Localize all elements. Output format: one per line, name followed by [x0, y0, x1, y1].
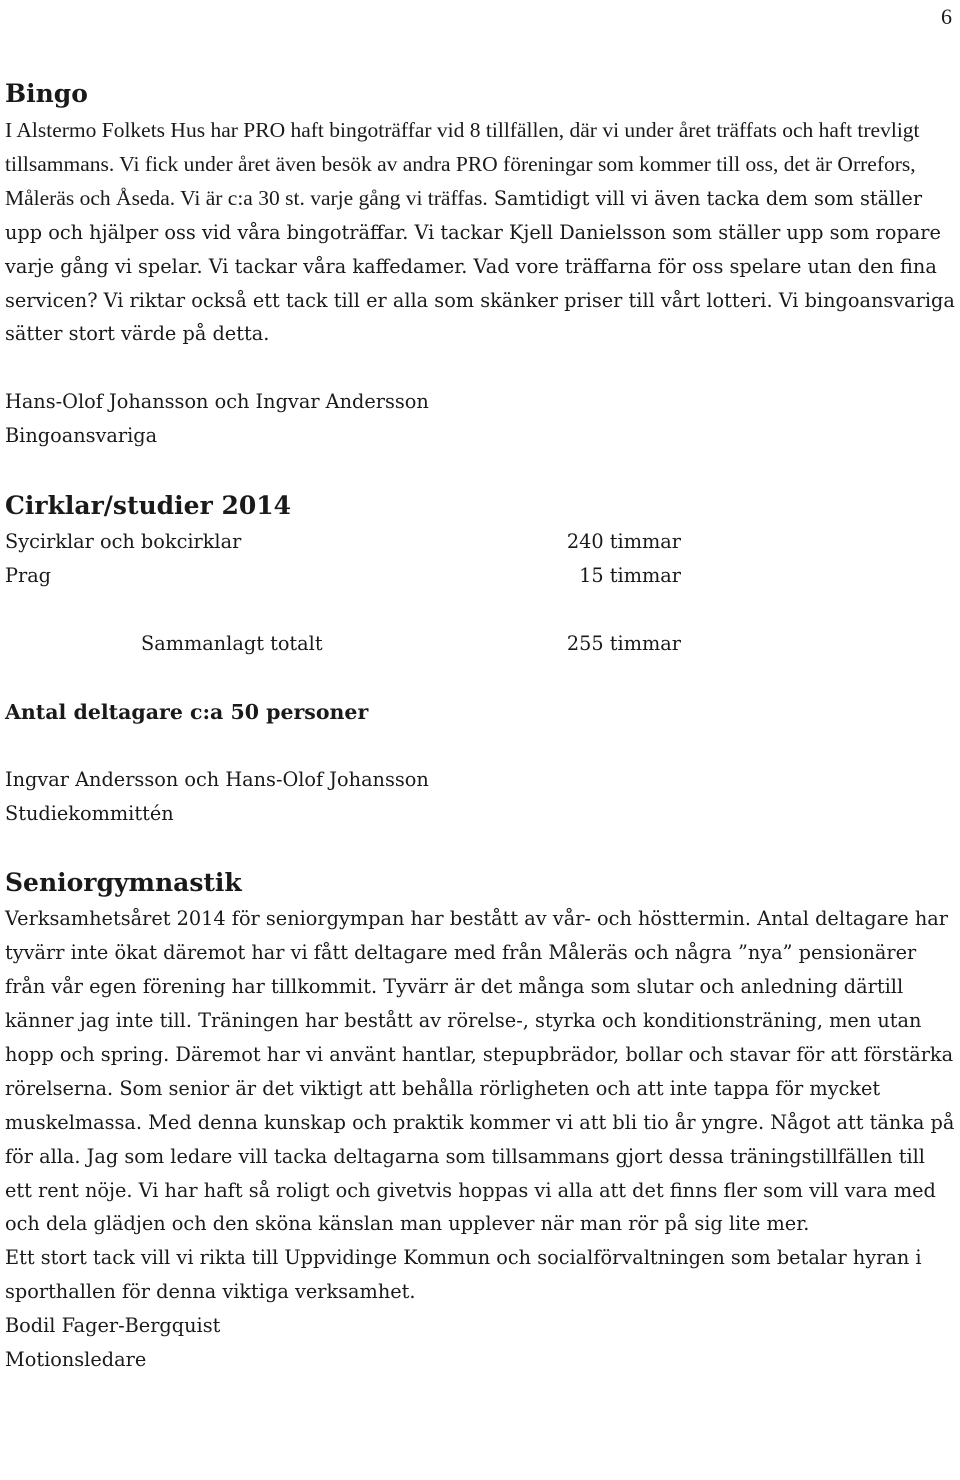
- study-row-label: Prag: [5, 563, 52, 587]
- study-row-label: Sycirklar och bokcirklar: [5, 529, 242, 553]
- seniorgymnastik-signature-role: Motionsledare: [5, 1348, 147, 1372]
- study-row-value: 15 timmar: [579, 563, 681, 587]
- bingo-signature-role: Bingoansvariga: [5, 424, 158, 448]
- page-number: 6: [941, 4, 952, 29]
- seniorgymnastik-paragraph: Verksamhetsåret 2014 för seniorgympan har bestått av vår- och hösttermin. Antal deltagare har tyvärr inte ökat däremot har vi fått deltagare med från Måleräs och några ”nya” pensionärer från vår egen förening har tillkommit. Tyvärr är det många som slutar och anledning därtill känner jag inte till. Träningen har bestått av rörelse-, styrka och konditionsträning, men utan hopp och spring. Däremot har vi använt hantlar, stepupbrädor, bollar och stavar för att förstärka rörelserna. Som senior är det viktigt att behålla rörligheten och att inte tappa för mycket muskelmassa. Med denna kunskap och praktik kommer vi att bli tio år yngre. Något att tänka på för alla. Jag som ledare vill tacka deltagarna som tillsammans gjort dessa träningstillfällen till ett rent nöje. Vi har haft så roligt och givetvis hoppas vi alla att det finns fler som vill vara med och dela glädjen och den sköna känslan man upplever när man rör på sig lite mer.: [5, 907, 955, 1236]
- bingo-paragraph-rest: Samtidigt vill vi även tacka dem som ställer upp och hjälper oss vid våra bingoträffar. Vi tackar Kjell Danielsson som ställer upp som ropare varje gång vi spelar. Vi tackar våra kaffedamer. Vad vore träffarna för oss spelare utan den fina servicen? Vi riktar också ett tack till er alla som skänker priser till vårt lotteri. Vi bingoansvariga sätter stort värde på detta.: [5, 186, 955, 346]
- seniorgymnastik-heading: Seniorgymnastik: [5, 868, 242, 898]
- bingo-section: [5, 74, 955, 453]
- seniorgymnastik-thanks: Ett stort tack vill vi rikta till Uppvidinge Kommun och socialförvaltningen som betalar hyran i sporthallen för denna viktiga verksamhet.: [5, 1246, 922, 1304]
- seniorgymnastik-section: [5, 864, 955, 1377]
- study-total-label: Sammanlagt totalt: [141, 631, 323, 655]
- cirklar-heading: Cirklar/studier 2014: [5, 490, 292, 520]
- bingo-signature-names: Hans-Olof Johansson och Ingvar Andersson: [5, 390, 429, 414]
- study-row: [5, 525, 955, 559]
- cirklar-signature-role: Studiekommittén: [5, 801, 174, 825]
- study-total-row: [5, 627, 955, 661]
- seniorgymnastik-signature-name: Bodil Fager-Bergquist: [5, 1314, 221, 1338]
- study-row: [5, 559, 955, 593]
- bingo-paragraph-intro: I Alstermo Folkets Hus har PRO haft bingoträffar vid 8 tillfällen, där vi under året träffats och haft trevligt tillsammans. Vi fick under året även besök av andra PRO föreningar som kommer till oss, det är Orrefors, Måleräs och Åseda. Vi är c:a 30 st. varje gång vi träffas.: [5, 118, 920, 210]
- cirklar-signature-names: Ingvar Andersson och Hans-Olof Johansson: [5, 767, 429, 791]
- participants-count: Antal deltagare c:a 50 personer: [5, 699, 369, 724]
- cirklar-section: [5, 487, 955, 830]
- bingo-heading: Bingo: [5, 79, 88, 108]
- document-body: [5, 74, 955, 1377]
- bingo-paragraph: [5, 114, 955, 351]
- study-row-value: 240 timmar: [566, 529, 681, 553]
- study-total-value: 255 timmar: [566, 631, 681, 655]
